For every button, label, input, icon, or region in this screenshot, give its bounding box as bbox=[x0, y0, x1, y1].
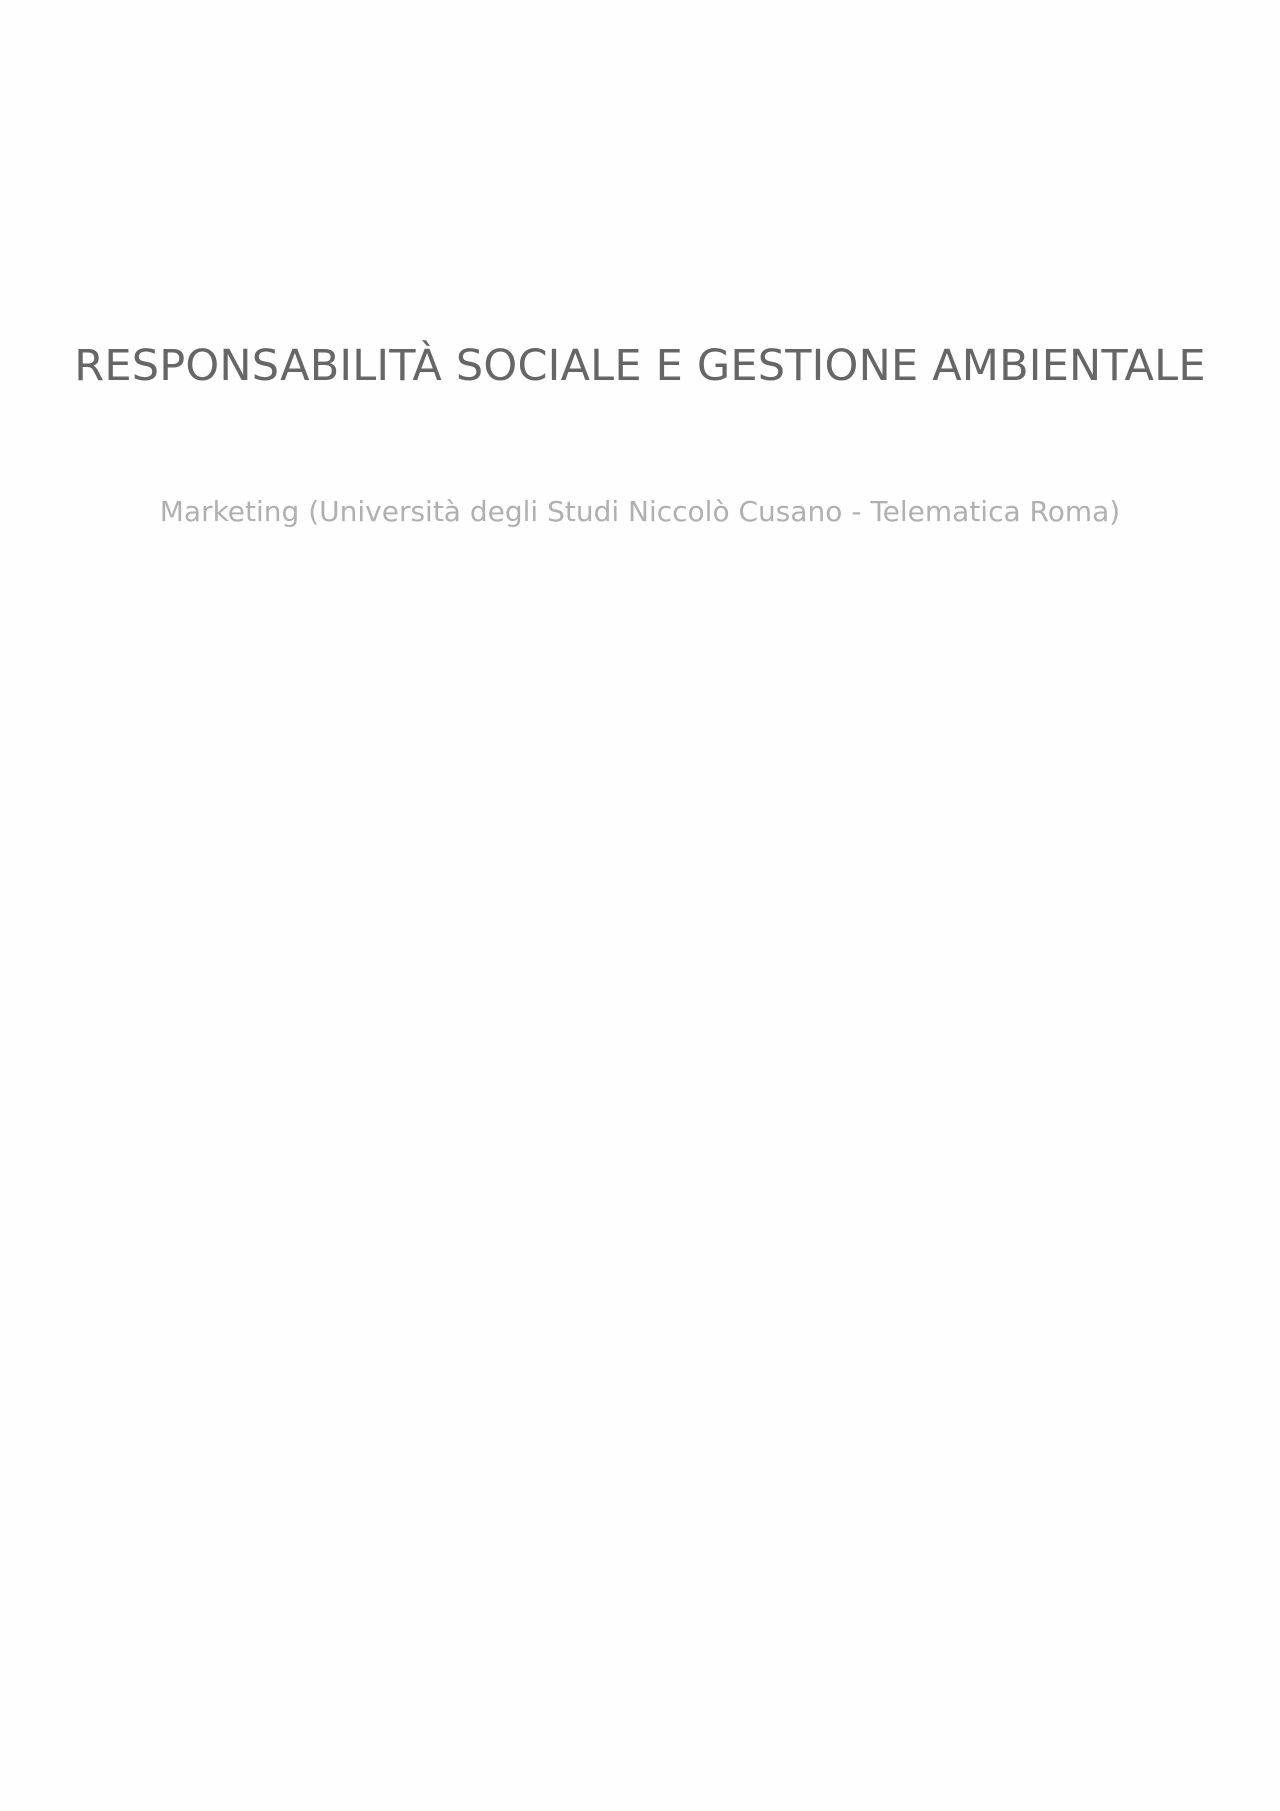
document-subtitle: Marketing (Università degli Studi Niccolò Cusano - Telematica Roma) bbox=[159, 495, 1121, 528]
document-title: RESPONSABILITÀ SOCIALE E GESTIONE AMBIENTALE bbox=[74, 341, 1206, 391]
